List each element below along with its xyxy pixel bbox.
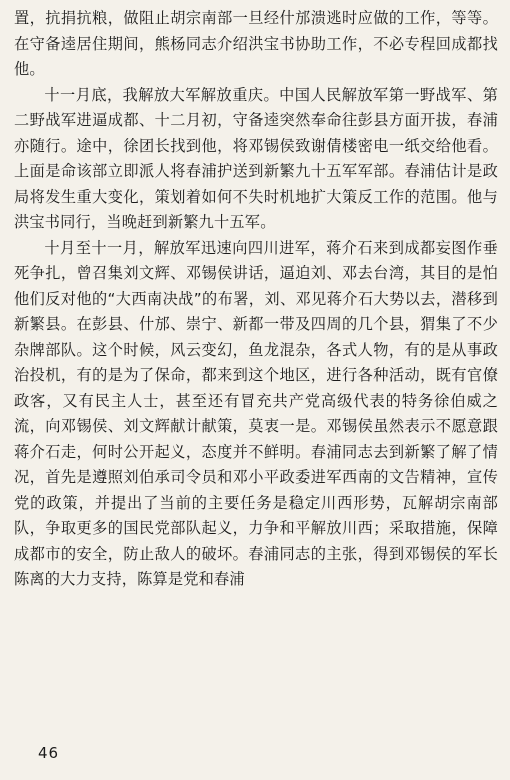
paragraph-2: 十一月底，我解放大军解放重庆。中国人民解放军第一野战军、第二野战军进逼成都、十二月初，守备逵突然奉命往彭县方面开拔，春浦亦随行。途中，徐团长找到他，将邓锡侯致谢倩楼密电一纸交给他看。上面是命该部立即派人将春浦护送到新繁九十五军军部。春浦估计是政局将发生重大变化，策划着如何不失时机地扩大策反工作的范围。他与洪宝书同行，当晚赶到新繁九十五军。 <box>14 85 498 231</box>
body-text <box>14 6 498 593</box>
paragraph-3: 十月至十一月，解放军迅速向四川进军，蒋介石来到成都妄图作垂死争扎，曾召集刘文辉、邓锡侯讲话，逼迫刘、邓去台湾，其目的是怕他们反对他的“大西南决战”的布署，刘、邓见蒋介石大势以去，潜移到新繁县。在彭县、什邡、崇宁、新都一带及四周的几个县，猬集了不少杂牌部队。这个时候，风云变幻，鱼龙混杂，各式人物，有的是从事政治投机，有的是为了保命，都来到这个地区，进行各种活动，既有官僚政客，又有民主人士，甚至还有冒充共产党高级代表的特务徐伯威之流，向邓锡侯、刘文辉献计献策，莫衷一是。邓锡侯虽然表示不愿意跟蒋介石走，何时公开起义，态度并不鲜明。春浦同志去到新繁了解了情况，首先是遵照刘伯承司令员和邓小平政委进军西南的文告精神，宣传党的政策，并提出了当前的主要任务是稳定川西形势，瓦解胡宗南部队，争取更多的国民党部队起义，力争和平解放川西；采取措施，保障成都市的安全，防止敌人的破坏。春浦同志的主张，得到邓锡侯的军长陈离的大力支持，陈算是党和春浦 <box>14 238 498 588</box>
paragraph-1: 置，抗捐抗粮，做阻止胡宗南部一旦经什邡溃逃时应做的工作，等等。在守备逵居住期间，熊杨同志介绍洪宝书协助工作，不必专程回成都找他。 <box>14 9 498 78</box>
page-number: 46 <box>38 744 60 762</box>
